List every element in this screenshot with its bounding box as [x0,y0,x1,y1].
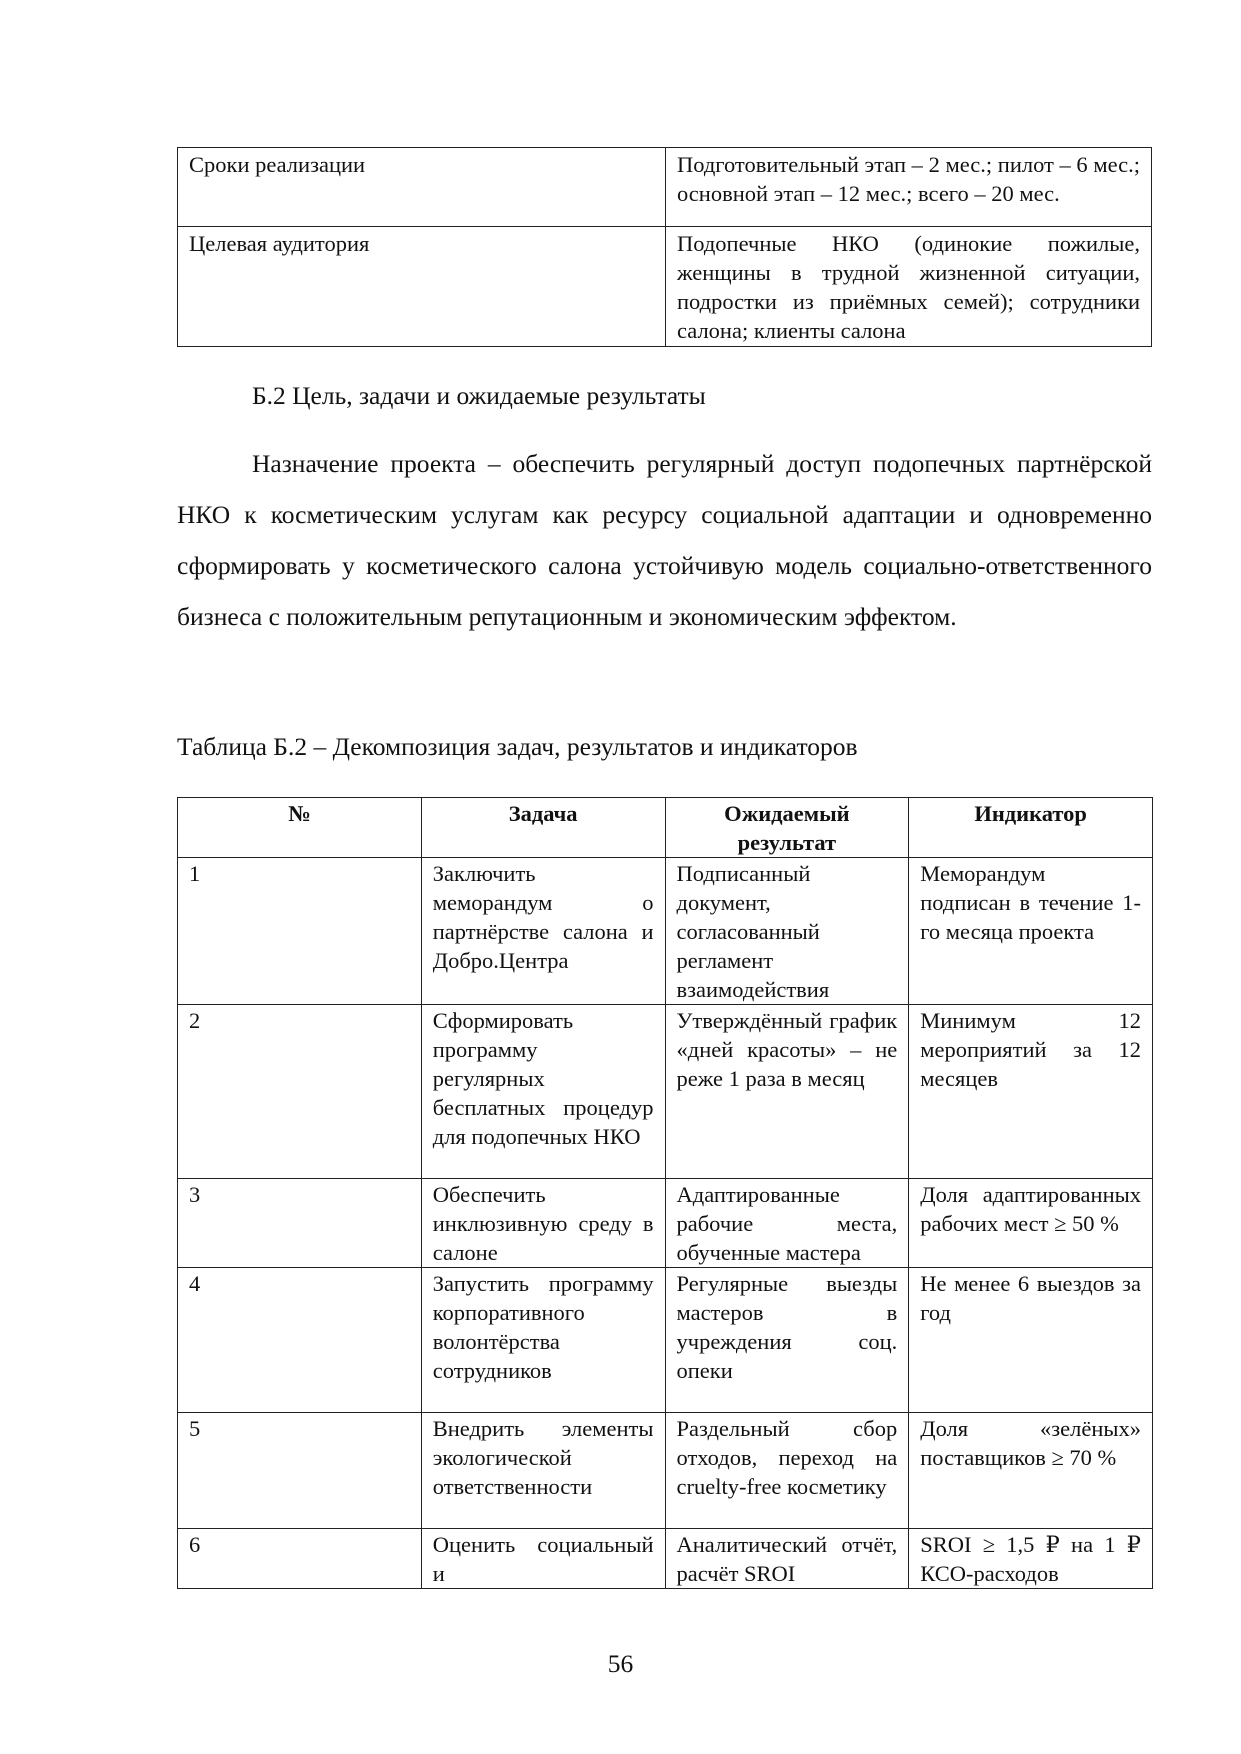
header-cell-task: Задача [421,798,665,858]
cell-number: 2 [178,1005,422,1179]
row-value: Подопечные НКО (одинокие пожилые, женщины в трудной жизненной ситуации, подростки из приёмных семей); сотрудники салона; клиенты салона [666,227,1152,347]
cell-task: Внедрить элементы экологической ответственности [421,1413,665,1529]
cell-result: Адаптированные рабочие места, обученные мастера [665,1179,909,1268]
cell-indicator: Не менее 6 выездов за год [909,1268,1153,1413]
cell-task: Запустить программу корпоративного волонтёрства сотрудников [421,1268,665,1413]
table-row [178,1413,1153,1529]
cell-number: 6 [178,1529,422,1589]
section-heading: Б.2 Цель, задачи и ожидаемые результаты [252,381,706,410]
cell-task: Сформировать программу регулярных бесплатных процедур для подопечных НКО [421,1005,665,1179]
header-cell-result: Ожидаемый результат [665,798,909,858]
cell-result: Раздельный сбор отходов, переход на cruelty-free косметику [665,1413,909,1529]
table-row [178,858,1153,1005]
cell-number: 1 [178,858,422,1005]
page-number: 56 [607,1649,634,1678]
cell-indicator: Минимум 12 мероприятий за 12 месяцев [909,1005,1153,1179]
table-row [178,1005,1153,1179]
cell-number: 4 [178,1268,422,1413]
cell-result: Утверждённый график «дней красоты» – не реже 1 раза в месяц [665,1005,909,1179]
cell-task: Обеспечить инклюзивную среду в салоне [421,1179,665,1268]
tasks-table [177,797,1153,1589]
table-row [178,1268,1153,1413]
cell-result: Аналитический отчёт, расчёт SROI [665,1529,909,1589]
row-label: Сроки реализации [178,148,666,227]
cell-task: Оценить социальный и [421,1529,665,1589]
cell-indicator: Доля адаптированных рабочих мест ≥ 50 % [909,1179,1153,1268]
cell-result: Регулярные выезды мастеров в учреждения соц. опеки [665,1268,909,1413]
table-header-row [178,798,1153,858]
cell-number: 3 [178,1179,422,1268]
cell-number: 5 [178,1413,422,1529]
body-paragraph: Назначение проекта – обеспечить регулярный доступ подопечных партнёрской НКО к косметическим услугам как ресурсу социальной адаптации и одновременно сформировать у косметического салона устойчивую модель социально-ответственного бизнеса с положительным репутационным и экономическим эффектом. [177,449,1152,631]
header-cell-indicator: Индикатор [909,798,1153,858]
table-row [178,227,1152,347]
cell-result: Подписанный документ, согласованный регламент взаимодействия [665,858,909,1005]
row-value: Подготовительный этап – 2 мес.; пилот – 6 мес.; основной этап – 12 мес.; всего – 20 мес. [666,148,1152,227]
table-row [178,1179,1153,1268]
cell-indicator: Доля «зелёных» поставщиков ≥ 70 % [909,1413,1153,1529]
table-caption: Таблица Б.2 – Декомпозиция задач, результатов и индикаторов [177,732,858,761]
cell-indicator: Меморандум подписан в течение 1-го месяца проекта [909,858,1153,1005]
header-cell-number: № [178,798,422,858]
cell-task: Заключить меморандум о партнёрстве салона и Добро.Центра [421,858,665,1005]
table-row [178,1529,1153,1589]
project-summary-table [177,147,1152,347]
row-label: Целевая аудитория [178,227,666,347]
table-row [178,148,1152,227]
cell-indicator: SROI ≥ 1,5 ₽ на 1 ₽ КСО-расходов [909,1529,1153,1589]
